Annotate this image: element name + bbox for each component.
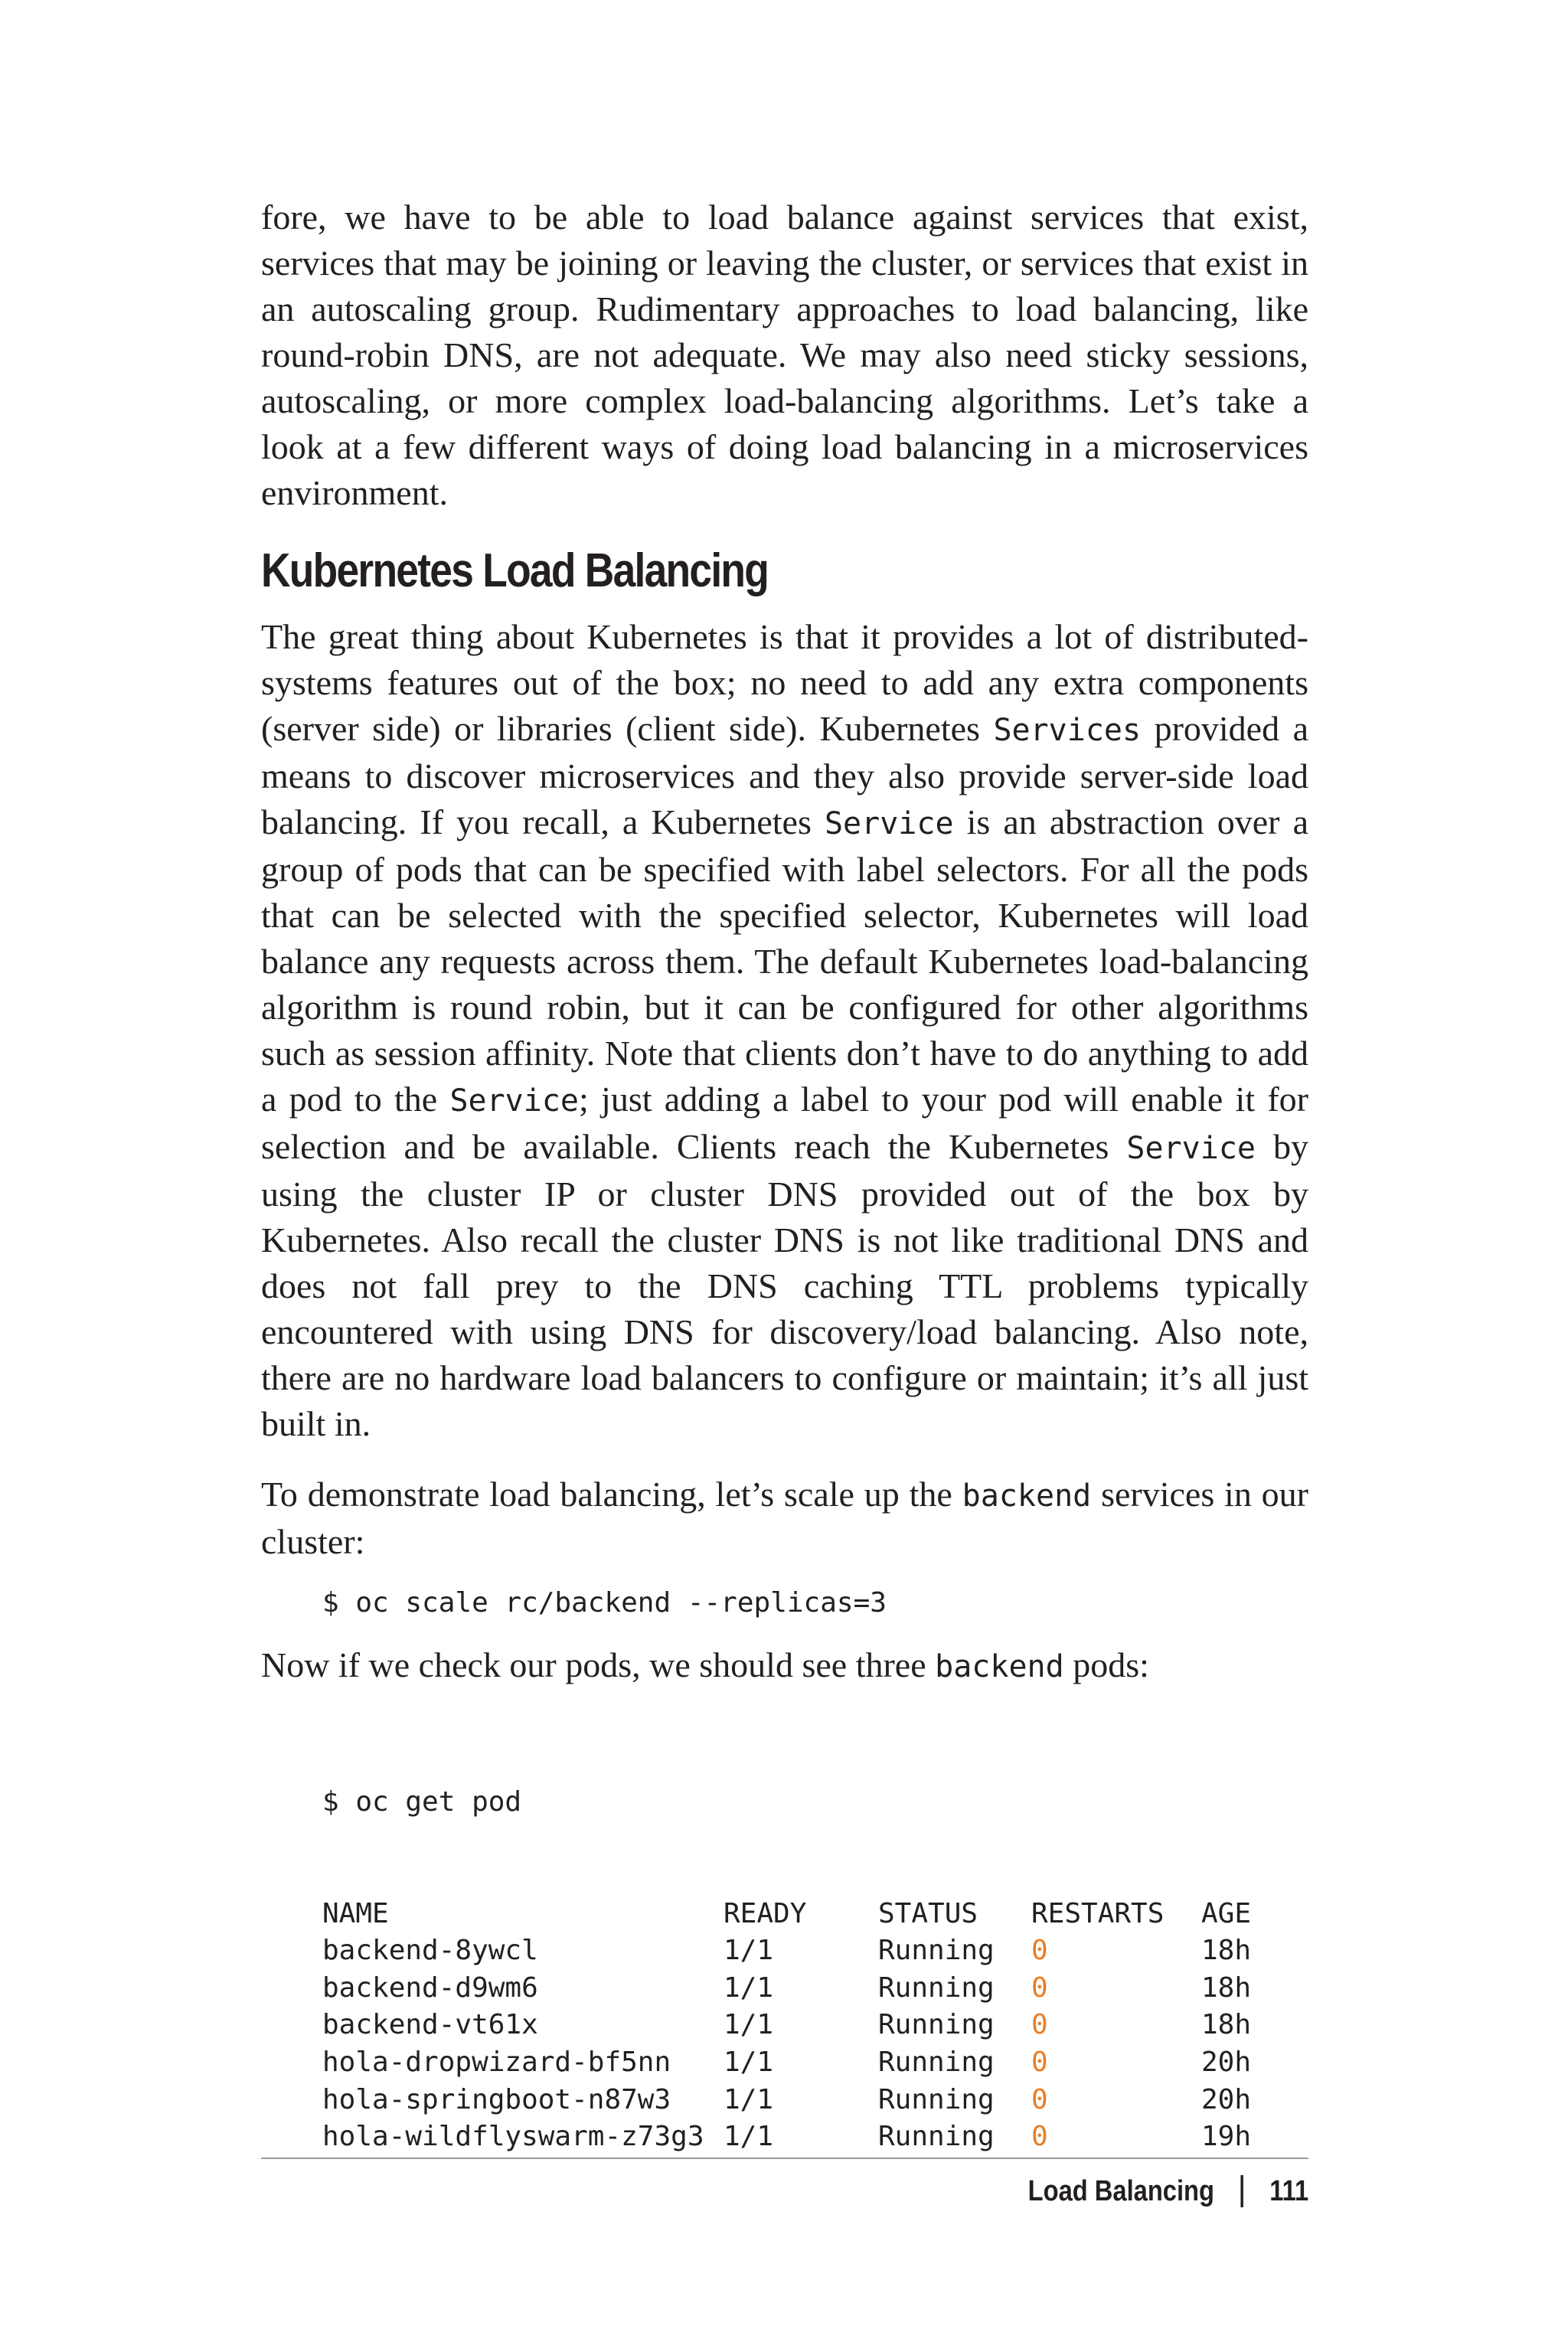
pod-table-row [322,2044,1251,2082]
pod-age: 19h [1201,2121,1252,2153]
column-header-status: STATUS [878,1897,978,1929]
pod-age: 18h [1201,2009,1252,2041]
code-block-scale-command: $ oc scale rc/backend --replicas=3 [322,1587,887,1619]
pod-table-row [322,1932,1251,1970]
pod-age: 20h [1201,2083,1252,2115]
pod-ready: 1/1 [724,1971,774,2004]
code-block-get-pod [322,1710,1308,2230]
body-paragraph-scale-intro [261,1472,1308,1565]
pod-restarts: 0 [1031,1971,1048,2004]
pod-name: backend-d9wm6 [322,1971,538,2004]
body-paragraph-kubernetes-services [261,614,1308,1447]
pod-age: 18h [1201,1935,1252,1967]
inline-code-services: Services [993,713,1142,748]
column-header-restarts: RESTARTS [1031,1897,1165,1929]
pod-name: hola-dropwizard-bf5nn [322,2046,671,2078]
text-run: provided a means to discover microservices and they also provide server-side load balancing. If you recall, a Kubernetes [261,709,1308,841]
pod-table-row [322,2118,1251,2156]
pod-table-row [322,2082,1251,2119]
column-header-name: NAME [322,1897,389,1929]
pod-table-header-row [322,1896,1251,1933]
text-run: ; just adding a label to your pod will enable it for selection and be available. Clients reach the Kubernetes [261,1080,1308,1166]
page-footer [1028,2168,1308,2214]
section-heading: Kubernetes Load Balancing [261,544,769,597]
pod-restarts: 0 [1031,2083,1048,2115]
pod-name: backend-8ywcl [322,1935,538,1967]
pod-age: 20h [1201,2046,1252,2078]
text-run: by using the cluster IP or cluster DNS provided out of the box by Kubernetes. Also recall the cluster DNS is not like traditional DNS and does not fall prey to the DNS caching TTL problems typically encountered with using DNS for discovery/load balancing. Also note, there are no hardware load balancers to configure or maintain; it’s all just built in. [261,1127,1308,1443]
pod-restarts: 0 [1031,2121,1048,2153]
column-header-age: AGE [1201,1897,1252,1929]
footer-separator [1240,2175,1243,2207]
inline-code-backend: backend [962,1478,1092,1514]
pod-table-row [322,1970,1251,2007]
pod-status: Running [878,1971,995,2004]
pod-restarts: 0 [1031,2009,1048,2041]
inline-code-service: Service [449,1083,580,1119]
pod-ready: 1/1 [724,2121,774,2153]
pod-status: Running [878,2083,995,2115]
text-run: To demonstrate load balancing, let’s scale up the [261,1475,962,1514]
pod-status: Running [878,2121,995,2153]
pod-ready: 1/1 [724,2009,774,2041]
footer-divider [261,2158,1308,2159]
pod-age: 18h [1201,1971,1252,2004]
pod-restarts: 0 [1031,1935,1048,1967]
body-paragraph-check-pods [261,1642,1308,1690]
inline-code-backend: backend [935,1648,1064,1684]
pod-status: Running [878,2046,995,2078]
pod-ready: 1/1 [724,2046,774,2078]
pod-status: Running [878,2009,995,2041]
intro-paragraph: fore, we have to be able to load balance against services that exist, services that may be joining or leaving the cluster, or services that exist in an autoscaling group. Rudimentary approaches to load balancing, like round-robin DNS, are not adequate. We may also need sticky sessions, autoscaling, or more complex load-balancing algorithms. Let’s take a look at a few different ways of doing load balancing in a microservices environment. [261,198,1308,512]
pod-name: hola-wildflyswarm-z73g3 [322,2121,704,2153]
text-run: The great thing about Kubernetes is that it provides a lot of distributed-systems features out of the box; no need to add any extra components (server side) or libraries (client side). Kubernetes [261,617,1308,748]
column-header-ready: READY [724,1897,807,1929]
pod-restarts: 0 [1031,2046,1048,2078]
pod-name: hola-springboot-n87w3 [322,2083,671,2115]
text-run: services in our cluster: [261,1475,1308,1561]
pod-name: backend-vt61x [322,2009,538,2041]
text-run: is an abstraction over a group of pods that can be specified with label selectors. For all the pods that can be selected with the specified selector, Kubernetes will load balance any requests across them. The default Kubernetes load-balancing algorithm is round robin, but it can be configured for other algorithms such as session affinity. Note that clients don’t have to do anything to add a pod to the [261,802,1308,1119]
page-number: 111 [1269,2174,1308,2207]
pod-ready: 1/1 [724,2083,774,2115]
inline-code-service: Service [824,806,954,841]
pod-ready: 1/1 [724,1935,774,1967]
text-run: Now if we check our pods, we should see three [261,1645,936,1684]
pod-list-output [322,1896,1251,2156]
footer-section-name: Load Balancing [1027,2174,1214,2207]
text-run: pods: [1063,1645,1149,1684]
pod-status: Running [878,1935,995,1967]
page-content [261,194,1308,2250]
code-command-line: $ oc get pod [322,1785,522,1818]
pod-table-row [322,2007,1251,2044]
inline-code-service: Service [1126,1131,1256,1166]
